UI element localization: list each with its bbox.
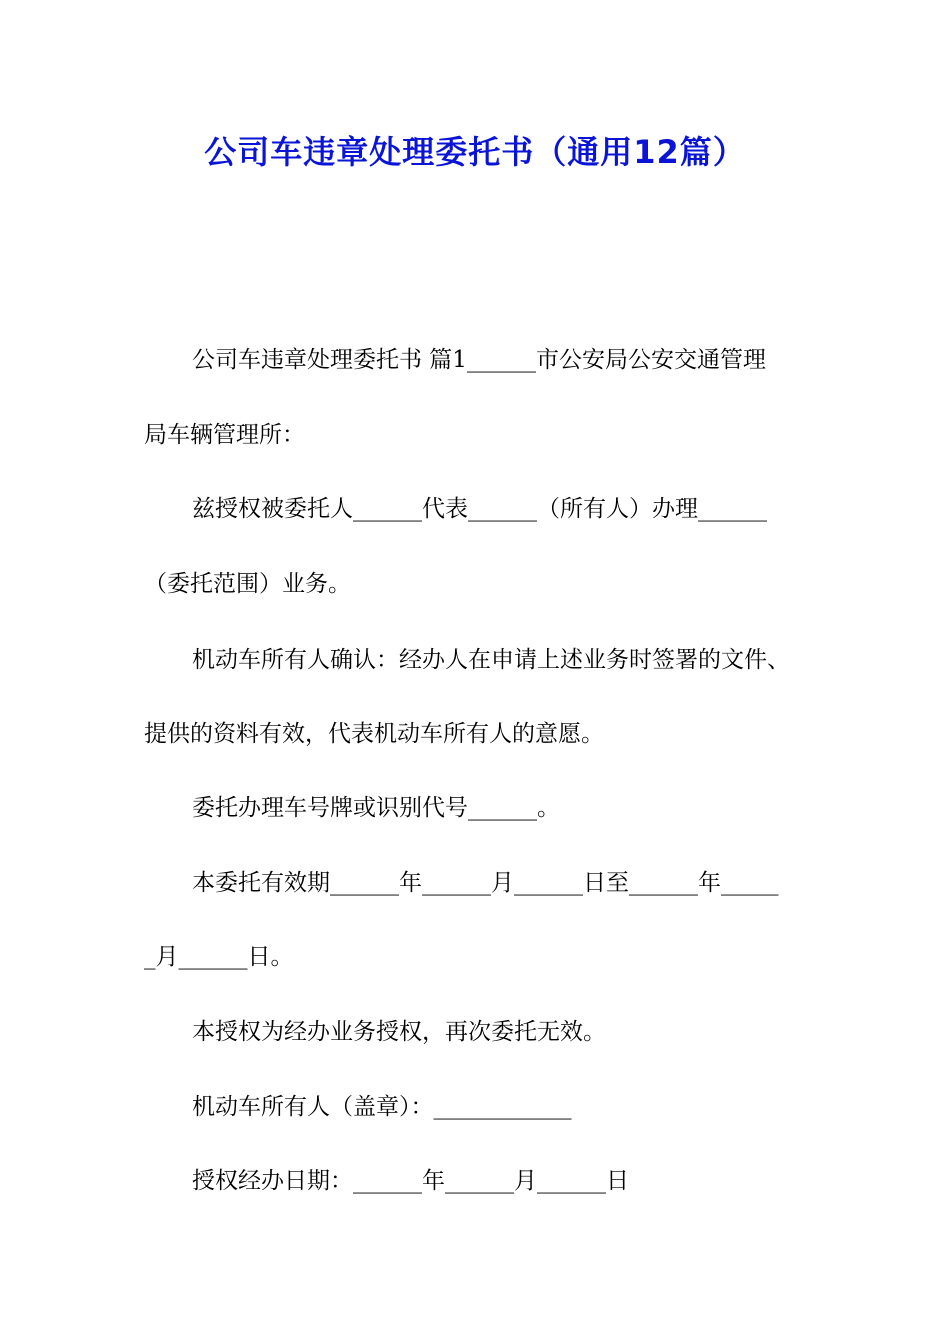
paragraph-line-5: 机动车所有人确认：经办人在申请上述业务时签署的文件、: [192, 647, 790, 673]
paragraph-line-2: 局车辆管理所：: [144, 422, 305, 448]
paragraph-line-12: 授权经办日期：______年______月______日: [192, 1168, 629, 1194]
document-title: 公司车违章处理委托书（通用12篇）: [204, 133, 746, 171]
paragraph-line-3: 兹授权被委托人______代表______（所有人）办理______: [192, 496, 767, 522]
paragraph-line-4: （委托范围）业务。: [144, 571, 351, 597]
paragraph-line-9: _月______日。: [144, 944, 294, 970]
paragraph-line-6: 提供的资料有效，代表机动车所有人的意愿。: [144, 721, 604, 747]
paragraph-line-1: 公司车违章处理委托书 篇1______市公安局公安交通管理: [192, 347, 766, 373]
paragraph-line-7: 委托办理车号牌或识别代号______。: [192, 795, 560, 821]
paragraph-line-11: 机动车所有人（盖章）：____________: [192, 1094, 572, 1120]
paragraph-line-8: 本委托有效期______年______月______日至______年_____: [192, 870, 779, 896]
paragraph-line-10: 本授权为经办业务授权，再次委托无效。: [192, 1019, 606, 1045]
